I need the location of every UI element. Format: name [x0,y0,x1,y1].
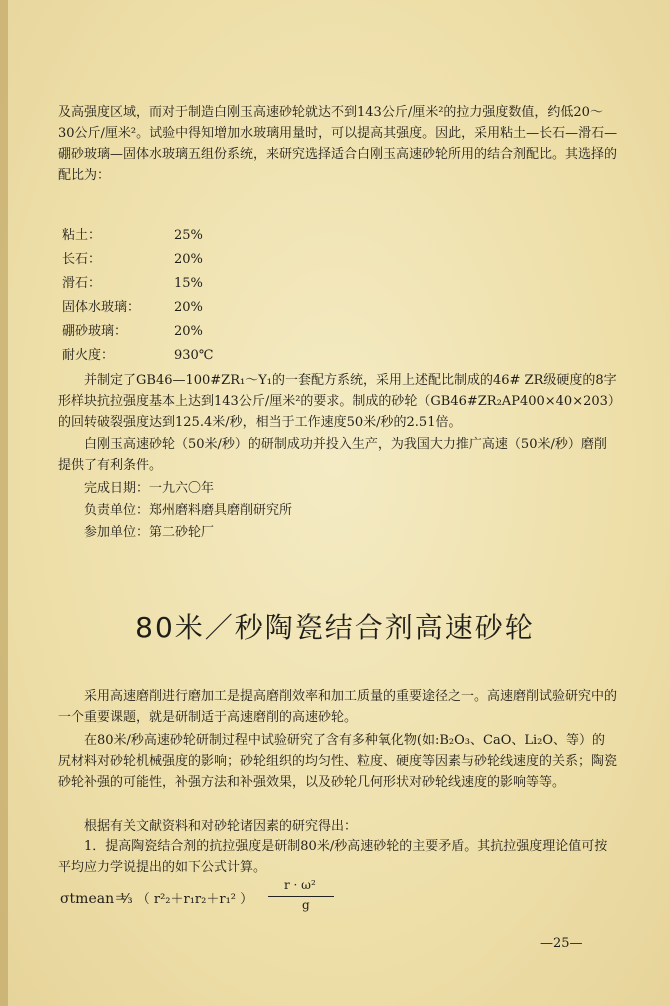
recipe-row [62,320,362,344]
recipe-row [62,344,362,368]
paragraph-success: 白刚玉高速砂轮（50米/秒）的研制成功并投入生产，为我国大力推广高速（50米/秒）磨削提供了有利条件。 [58,437,607,473]
recipe-name: 硼砂玻璃： [62,324,128,339]
recipe-row [62,296,362,320]
participating-unit: 参加单位：第二砂轮厂 [84,525,215,540]
recipe-row [62,248,362,272]
recipe-value: 20% [174,324,203,339]
paragraph-findings: 根据有关文献资料和对砂轮诸因素的研究得出： [84,819,358,834]
responsible-unit: 负责单位：郑州磨料磨具磨削研究所 [84,503,293,518]
recipe-list [62,224,362,368]
recipe-value: 15% [174,276,203,291]
completion-date: 完成日期：一九六〇年 [84,481,215,496]
fraction-bar [268,896,334,897]
recipe-name: 粘土： [62,228,102,243]
formula-denominator: g [302,898,310,912]
recipe-value: 20% [174,252,203,267]
section-title: 80米／秒陶瓷结合剂高速砂轮 [135,611,535,644]
recipe-value: 930℃ [174,348,214,363]
paragraph-intro: 及高强度区域，而对于制造白刚玉高速砂轮就达不到143公斤/厘米²的拉力强度数值，约低20～30公斤/厘米²。试验中得知增加水玻璃用量时，可以提高其强度。因此，采用粘土—长石—滑石—硼砂玻璃—固体水玻璃五组份系统，来研究选择适合白刚玉高速砂轮所用的结合剂配比。其选择的配比为： [58,105,618,183]
paragraph-research: 在80米/秒高速砂轮研制过程中试验研究了含有多种氧化物(如:B₂O₃、CaO、Li₂O、等）的尻材料对砂轮机械强度的影响；砂轮组织的均匀性、粒度、硬度等因素与砂轮线速度的关系；陶瓷砂轮补强的可能性，补强方法和补强效果，以及砂轮几何形状对砂轮线速度的影响等等。 [58,733,618,790]
paragraph-overview: 采用高速磨削进行磨加工是提高磨削效率和加工质量的重要途径之一。高速磨削试验研究中的一个重要课题，就是研制适于高速磨削的高速砂轮。 [58,689,618,725]
recipe-row [62,272,362,296]
page-number: —25— [540,936,583,951]
paragraph-point-1: 1．提高陶瓷结合剂的抗拉强度是研制80米/秒高速砂轮的主要矛盾。其抗拉强度理论值可按平均应力学说提出的如下公式计算。 [58,839,608,875]
recipe-value: 25% [174,228,203,243]
page-edge [0,0,8,1006]
recipe-name: 滑石： [62,276,102,291]
stress-formula [60,878,360,912]
recipe-name: 长石： [62,252,102,267]
paragraph-standard: 并制定了GB46—100#ZR₁～Y₁的一套配方系统，采用上述配比制成的46# ZR级硬度的8字形样块抗拉强度基本上达到143公斤/厘米²的要求。制成的砂轮（GB46#ZR₂AP400×40×203）的回转破裂强度达到125.4米/秒，相当于工作速度50米/秒的2.51倍。 [58,373,617,430]
recipe-name: 固体水玻璃： [62,300,141,315]
recipe-row [62,224,362,248]
recipe-value: 20% [174,300,203,315]
formula-middle: ⅓ （ r²₂＋r₁r₂＋r₁² ） [120,892,254,907]
recipe-name: 耐火度： [62,348,115,363]
formula-lhs: σtmean＝ [60,891,129,907]
formula-numerator: r · ω² [284,878,316,892]
